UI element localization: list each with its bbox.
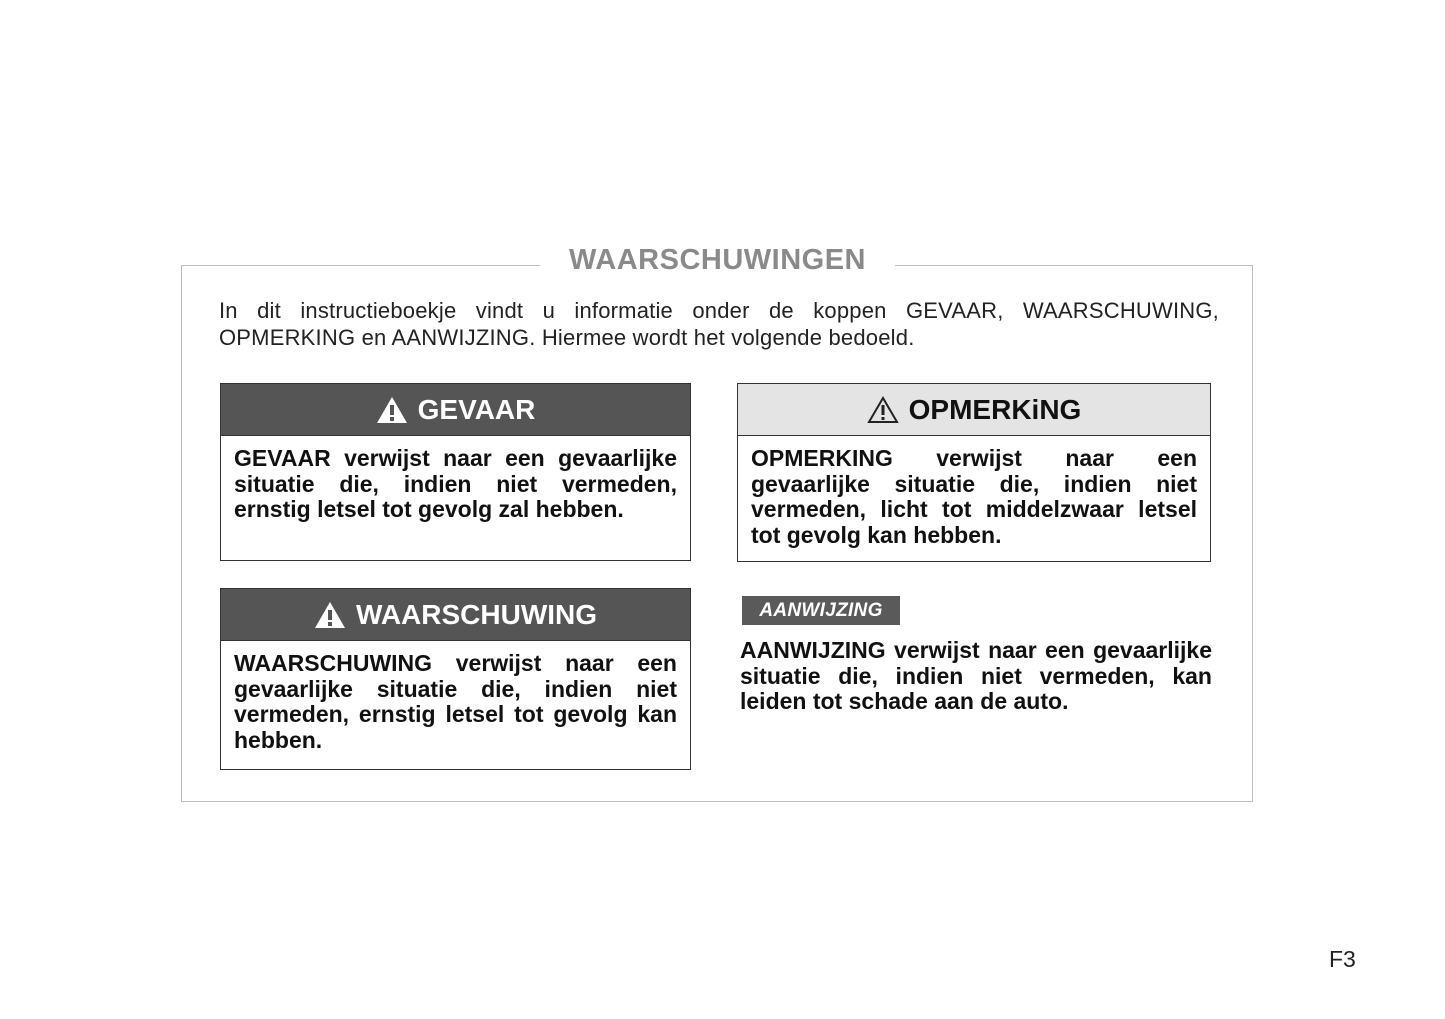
gevaar-title: GEVAAR bbox=[417, 393, 536, 425]
waarschuwing-text: WAARSCHUWING verwijst naar een gevaarlijke situatie die, indien niet vermeden, ernstig letsel tot gevolg kan hebben. bbox=[234, 650, 677, 753]
opmerking-header bbox=[738, 384, 1210, 436]
gevaar-box bbox=[220, 383, 691, 561]
opmerking-box bbox=[737, 383, 1211, 562]
opmerking-title: OPMERKiNG bbox=[908, 393, 1082, 425]
opmerking-text: OPMERKING verwijst naar een gevaarlijke situatie die, indien niet vermeden, licht tot middelzwaar letsel tot gevolg kan hebben. bbox=[751, 445, 1197, 548]
aanwijzing-badge: AANWIJZING bbox=[742, 596, 900, 625]
page-number: F3 bbox=[1329, 946, 1356, 972]
aanwijzing-text: AANWIJZING verwijst naar een gevaarlijke situatie die, indien niet vermeden, kan leiden tot schade aan de auto. bbox=[740, 637, 1212, 714]
gevaar-header bbox=[221, 384, 690, 436]
waarschuwing-title: WAARSCHUWING bbox=[355, 598, 598, 630]
waarschuwing-box bbox=[220, 588, 691, 770]
intro-paragraph: In dit instructieboekje vindt u informatie onder de koppen GEVAAR, WAARSCHUWING, OPMERKING en AANWIJZING. Hiermee wordt het volgende bedoeld. bbox=[219, 298, 1219, 350]
gevaar-text: GEVAAR verwijst naar een gevaarlijke situatie die, indien niet vermeden, ernstig letsel tot gevolg zal hebben. bbox=[234, 445, 677, 522]
warning-triangle-outline-icon bbox=[867, 396, 899, 424]
warning-triangle-icon bbox=[314, 601, 346, 629]
warning-triangle-icon bbox=[376, 396, 408, 424]
section-title: WAARSCHUWINGEN bbox=[540, 242, 895, 278]
waarschuwing-header bbox=[221, 589, 690, 641]
